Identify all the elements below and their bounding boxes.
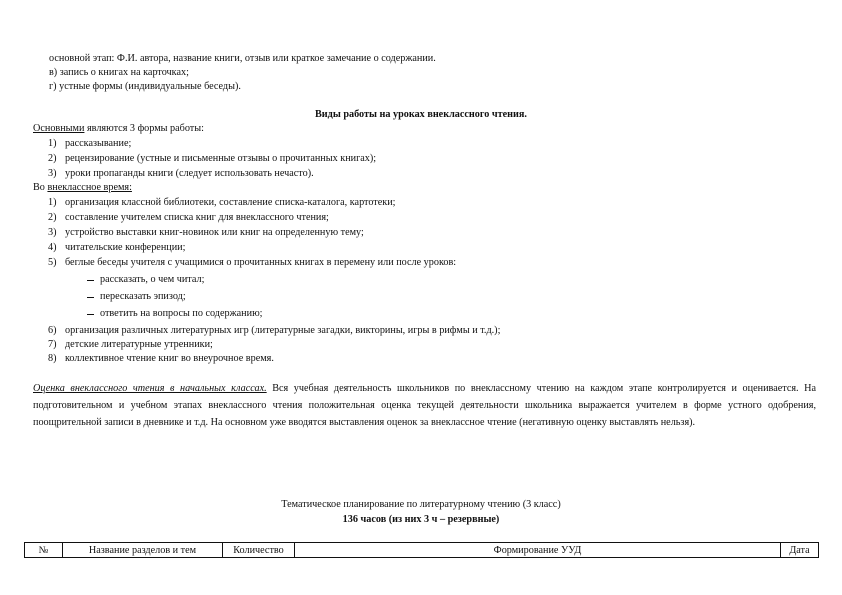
extra-item-1: организация классной библиотеки, составление списка-каталога, картотеки; <box>65 197 396 208</box>
planning-title: Тематическое планирование по литературному чтению (3 класс) <box>281 499 561 510</box>
assessment-paragraph <box>33 380 816 432</box>
planning-hours: 136 часов (из них 3 ч – резервные) <box>342 514 500 525</box>
section-heading: Виды работы на уроках внеклассного чтения. <box>315 109 527 120</box>
extra-item-8: коллективное чтение книг во внеурочное время. <box>65 353 274 364</box>
extra-time-lead-underlined: внеклассное время: <box>47 182 132 193</box>
main-forms-lead <box>33 122 204 137</box>
main-forms-item-3: уроки пропаганды книги (следует использовать нечасто). <box>65 168 314 179</box>
dash-bullet-2 <box>87 297 94 298</box>
extra-item-5-number: 5) <box>48 257 57 268</box>
main-forms-item-1: рассказывание; <box>65 138 132 149</box>
extra-item-4: читательские конференции; <box>65 242 186 253</box>
header-section-name: Название разделов и тем <box>63 543 223 558</box>
extra-time-lead-plain: Во <box>33 182 48 193</box>
extra-subitem-2: пересказать эпизод; <box>100 291 186 302</box>
main-forms-lead-rest: являются 3 формы работы: <box>84 123 204 134</box>
intro-line-3: г) устные формы (индивидуальные беседы). <box>49 81 241 92</box>
extra-item-5: беглые беседы учителя с учащимися о прочитанных книгах в перемену или после уроков: <box>65 257 457 268</box>
assessment-body: Вся учебная деятельность школьников по внеклассному чтению на каждом этапе контролируется и оценивается. На подготовительном и учебном этапах внеклассного чтения положительная оценка текущей деятельности школьника выражается учителем в форме устного одобрения, поощрительной записи в дневнике и т.д. На основном уже вводятся выставления оценок за внеклассное чтение (негативную оценку выставлять нельзя). <box>33 383 816 429</box>
header-date: Дата <box>781 543 819 558</box>
header-number: № <box>25 543 63 558</box>
extra-item-6-number: 6) <box>48 325 57 336</box>
extra-item-8-number: 8) <box>48 353 57 364</box>
extra-item-4-number: 4) <box>48 242 57 253</box>
extra-item-2: составление учителем списка книг для внеклассного чтения; <box>65 212 329 223</box>
main-forms-item-1-number: 1) <box>48 138 57 149</box>
table-header-row <box>25 543 819 558</box>
extra-item-7-number: 7) <box>48 339 57 350</box>
extra-time-lead <box>33 181 132 196</box>
extra-subitem-1: рассказать, о чем читал; <box>100 274 205 285</box>
header-quantity: Количество <box>223 543 295 558</box>
extra-item-6: организация различных литературных игр (литературные загадки, викторины, игры в рифмы и т.д.); <box>65 325 501 336</box>
intro-line-1: основной этап: Ф.И. автора, название книги, отзыв или краткое замечание о содержании. <box>49 53 436 64</box>
header-uud: Формирование УУД <box>295 543 781 558</box>
main-forms-item-2-number: 2) <box>48 153 57 164</box>
main-forms-lead-underlined: Основными <box>33 123 85 134</box>
dash-bullet-3 <box>87 314 94 315</box>
extra-subitem-3: ответить на вопросы по содержанию; <box>100 308 263 319</box>
extra-item-3-number: 3) <box>48 227 57 238</box>
extra-item-1-number: 1) <box>48 197 57 208</box>
planning-table <box>24 542 819 558</box>
dash-bullet-1 <box>87 280 94 281</box>
extra-item-2-number: 2) <box>48 212 57 223</box>
main-forms-item-3-number: 3) <box>48 168 57 179</box>
assessment-lead: Оценка внеклассного чтения в начальных классах. <box>33 383 267 394</box>
extra-item-7: детские литературные утренники; <box>65 339 213 350</box>
extra-item-3: устройство выставки книг-новинок или книг на определенную тему; <box>65 227 364 238</box>
main-forms-item-2: рецензирование (устные и письменные отзывы о прочитанных книгах); <box>65 153 377 164</box>
intro-line-2: в) запись о книгах на карточках; <box>49 67 189 78</box>
